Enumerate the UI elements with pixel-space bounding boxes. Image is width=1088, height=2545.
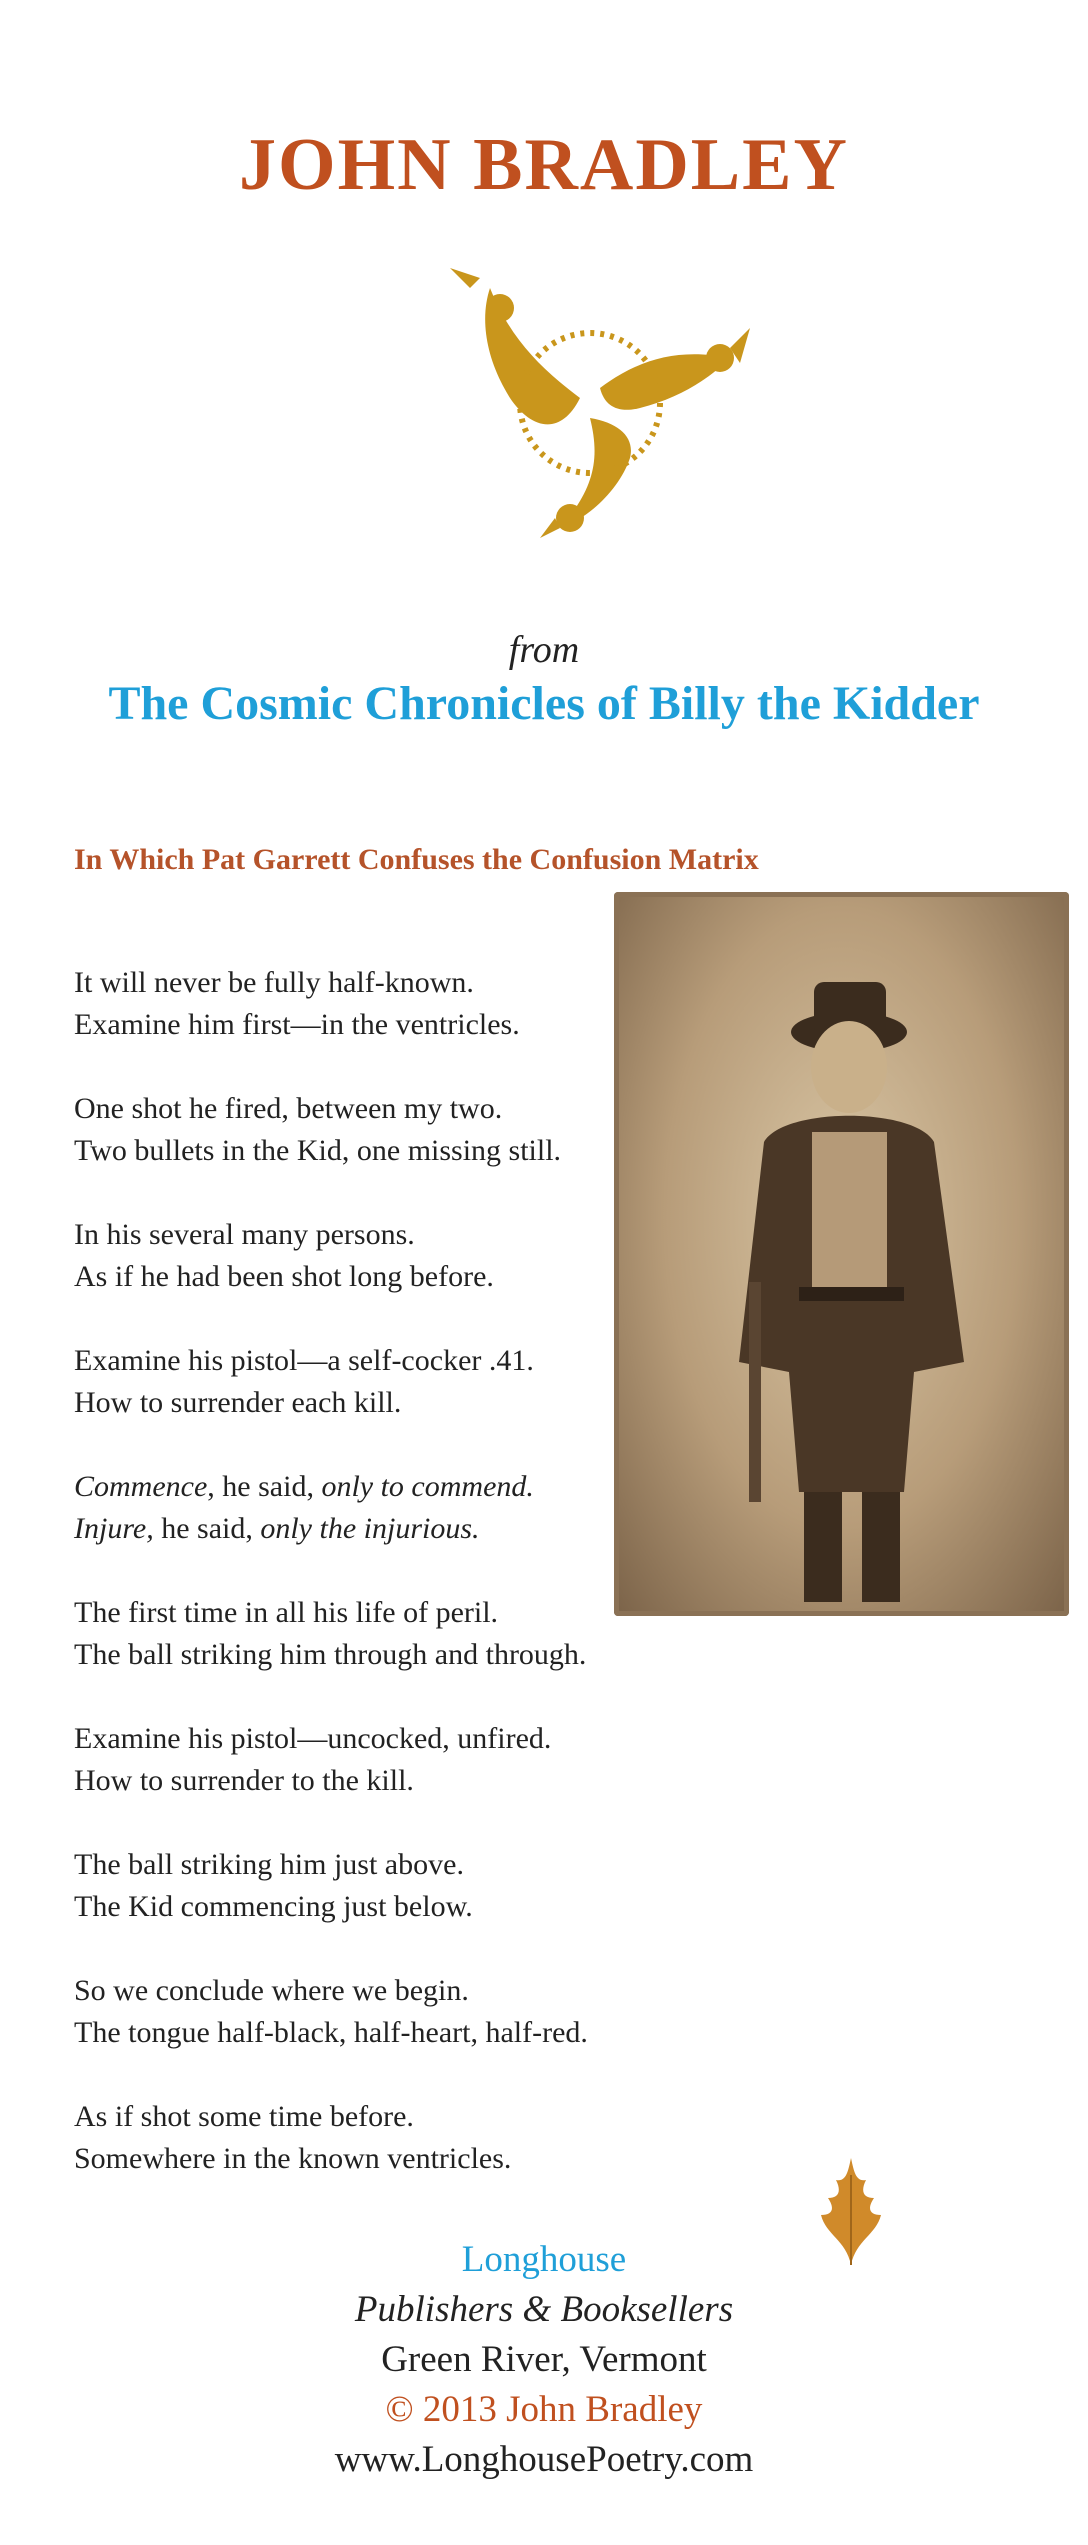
stanza — [74, 962, 634, 1046]
poem-line: Somewhere in the known ventricles. — [74, 2142, 512, 2175]
stanza — [74, 1214, 634, 1298]
stanza — [74, 1718, 634, 1802]
from-label: from — [508, 629, 580, 671]
plain-text: , he said, — [207, 1470, 322, 1503]
stanza — [74, 1844, 634, 1928]
italic-word: Commence — [74, 1470, 208, 1503]
book-title: The Cosmic Chronicles of Billy the Kidder — [108, 677, 980, 730]
publisher-location: Green River, Vermont — [381, 2339, 707, 2380]
author-name: JOHN BRADLEY — [239, 124, 849, 206]
italic-phrase: only the injurious. — [260, 1512, 480, 1545]
poem-line: The first time in all his life of peril. — [74, 1596, 499, 1629]
poem-line: The ball striking him just above. — [74, 1848, 464, 1881]
stanza — [74, 1466, 634, 1550]
plain-text: he said, — [153, 1512, 261, 1545]
poem-line: The ball striking him through and through. — [74, 1638, 587, 1671]
poem-line — [74, 1508, 634, 1550]
poem-line: Examine his pistol—a self-cocker .41. — [74, 1344, 534, 1377]
publisher-name: Longhouse — [461, 2239, 627, 2280]
stanza — [74, 1970, 634, 2054]
poem-line: In his several many persons. — [74, 1218, 415, 1251]
three-birds-emblem-icon — [430, 248, 750, 538]
poem-line: How to surrender to the kill. — [74, 1764, 414, 1797]
poem-line: So we conclude where we begin. — [74, 1974, 469, 2007]
stanza — [74, 1592, 634, 1676]
poem-line: The Kid commencing just below. — [74, 1890, 473, 1923]
poem-title: In Which Pat Garrett Confuses the Confusion Matrix — [74, 843, 759, 876]
publisher-url[interactable]: www.LonghousePoetry.com — [334, 2439, 754, 2480]
poem-line: Two bullets in the Kid, one missing still. — [74, 1134, 562, 1167]
poem-line: It will never be fully half-known. — [74, 966, 474, 999]
poem-line: One shot he fired, between my two. — [74, 1092, 503, 1125]
portrait-photo — [614, 892, 1069, 1616]
italic-word: Injure, — [74, 1512, 154, 1545]
copyright-notice: © 2013 John Bradley — [385, 2389, 703, 2430]
publisher-subtitle: Publishers & Booksellers — [354, 2289, 734, 2330]
stanza — [74, 1088, 634, 1172]
poem-line: As if he had been shot long before. — [74, 1260, 494, 1293]
stanza — [74, 1340, 634, 1424]
poem-line: The tongue half-black, half-heart, half-red. — [74, 2016, 588, 2049]
poem-line: How to surrender each kill. — [74, 1386, 402, 1419]
publisher-footer — [0, 2235, 1088, 2485]
italic-phrase: only to commend. — [321, 1470, 534, 1503]
poem-line: Examine his pistol—uncocked, unfired. — [74, 1722, 552, 1755]
poem-line: Examine him first—in the ventricles. — [74, 1008, 520, 1041]
poem-line — [74, 1466, 634, 1508]
poem-line: As if shot some time before. — [74, 2100, 414, 2133]
poem-body — [74, 962, 634, 2222]
stanza — [74, 2096, 634, 2180]
